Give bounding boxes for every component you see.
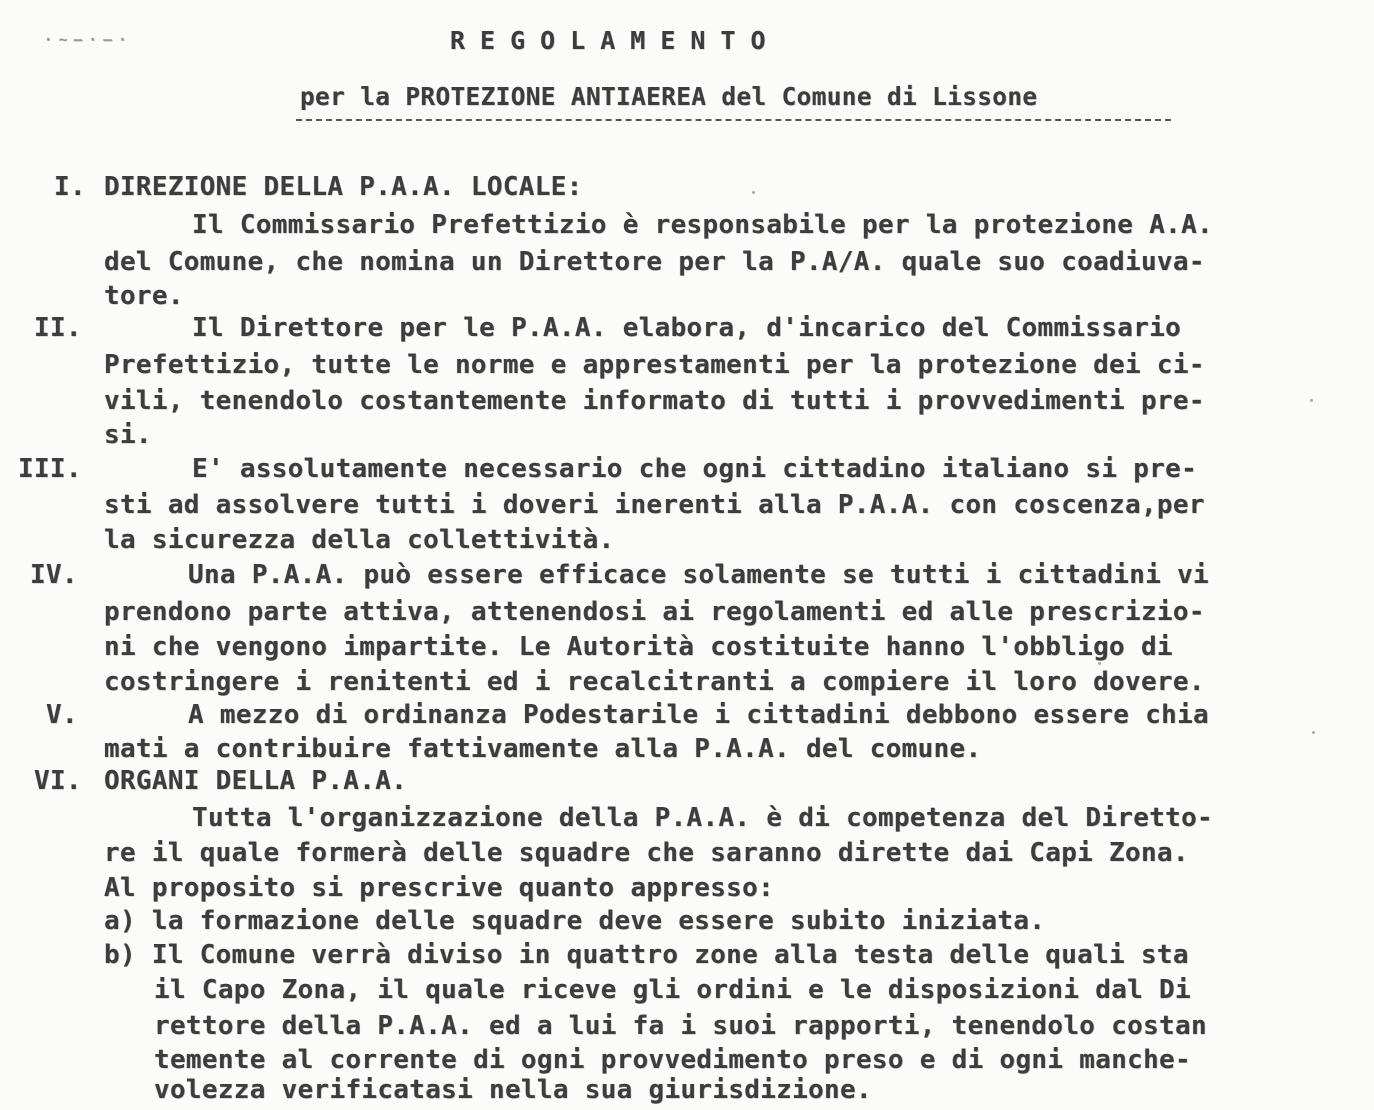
paragraph-line: costringere i renitenti ed i recalcitranti a compiere il loro dovere.: [104, 667, 1205, 697]
section-heading: ORGANI DELLA P.A.A.: [104, 766, 408, 796]
paragraph-line: E' assolutamente necessario che ogni cittadino italiano si pre-: [192, 454, 1198, 484]
document-title: REGOLAMENTO: [450, 26, 781, 55]
paragraph-line: Il Commissario Prefettizio è responsabile per la protezione A.A.: [192, 210, 1214, 240]
paragraph-line: Tutta l'organizzazione della P.A.A. è di competenza del Diretto-: [192, 803, 1214, 833]
paragraph-line: Il Direttore per le P.A.A. elabora, d'incarico del Commissario: [192, 313, 1182, 343]
paragraph-line: sti ad assolvere tutti i doveri inerenti alla P.A.A. con coscenza,per: [104, 490, 1205, 520]
section-heading: DIREZIONE DELLA P.A.A. LOCALE:: [104, 172, 583, 202]
paragraph-line: il Capo Zona, il quale riceve gli ordini e le disposizioni dal Di: [154, 975, 1191, 1005]
section-numeral: II.: [34, 313, 82, 343]
stray-ink-mark: · ~ — · — ·: [44, 32, 126, 48]
paragraph-line: mati a contribuire fattivamente alla P.A.A. del comune.: [104, 734, 982, 764]
section-numeral: V.: [46, 700, 78, 730]
paragraph-line: vili, tenendolo costantemente informato di tutti i provvedimenti pre-: [104, 386, 1205, 416]
section-numeral: IV.: [30, 560, 78, 590]
paragraph-line: si.: [104, 420, 152, 450]
ink-speck: [1098, 662, 1101, 665]
document-subtitle: per la PROTEZIONE ANTIAEREA del Comune di Lissone: [300, 82, 1038, 111]
paragraph-line: ni che vengono impartite. Le Autorità costituite hanno l'obbligo di: [104, 632, 1173, 662]
paragraph-line: Al proposito si prescrive quanto appresso:: [104, 873, 775, 903]
paragraph-line: A mezzo di ordinanza Podestarile i cittadini debbono essere chia: [188, 700, 1210, 730]
section-numeral: I.: [54, 172, 86, 202]
paragraph-line: re il quale formerà delle squadre che saranno dirette dai Capi Zona.: [104, 838, 1189, 868]
list-item-a: a) la formazione delle squadre deve essere subito iniziata.: [104, 906, 1046, 936]
paragraph-line: Prefettizio, tutte le norme e apprestamenti per la protezione dei ci-: [104, 350, 1205, 380]
section-numeral: III.: [18, 454, 82, 484]
paragraph-line: tore.: [104, 281, 184, 311]
paragraph-line: temente al corrente di ogni provvedimento preso e di ogni manche-: [154, 1045, 1191, 1075]
paragraph-line: prendono parte attiva, attenendosi ai regolamenti ed alle prescrizio-: [104, 597, 1205, 627]
paragraph-line: volezza verificatasi nella sua giurisdizione.: [154, 1075, 872, 1105]
subtitle-underline: [296, 119, 1171, 121]
ink-speck: [752, 191, 755, 194]
paragraph-line: la sicurezza della collettività.: [104, 525, 615, 555]
paragraph-line: rettore della P.A.A. ed a lui fa i suoi rapporti, tenendolo costan: [154, 1011, 1207, 1041]
paragraph-line: del Comune, che nomina un Direttore per la P.A/A. quale suo coadiuva-: [104, 247, 1205, 277]
list-item-b: b) Il Comune verrà diviso in quattro zone alla testa delle quali sta: [104, 940, 1189, 970]
paragraph-line: Una P.A.A. può essere efficace solamente se tutti i cittadini vi: [188, 560, 1210, 590]
ink-speck: [1312, 731, 1315, 734]
ink-speck: [1310, 399, 1313, 402]
section-numeral: VI.: [34, 766, 82, 796]
